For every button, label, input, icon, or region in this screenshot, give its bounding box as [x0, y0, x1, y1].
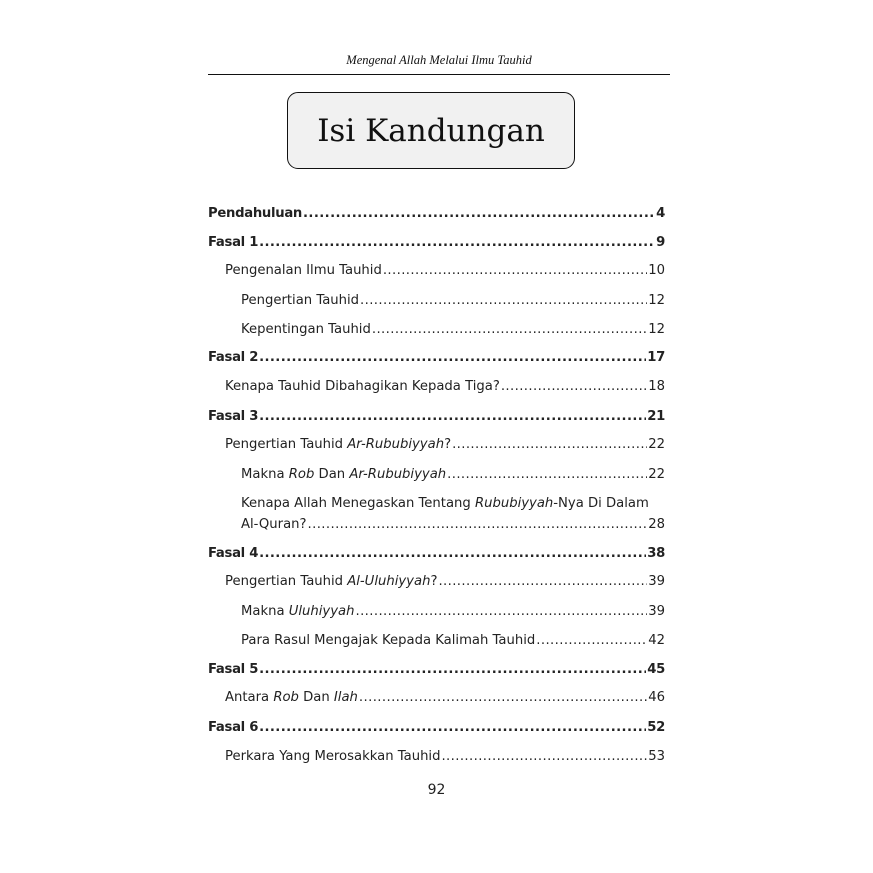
toc-entry-fasal-5: [208, 661, 665, 679]
label-text: Pengertian Tauhid: [225, 437, 348, 452]
dot-leader: [501, 378, 647, 396]
dot-leader: [452, 436, 647, 454]
running-header: Mengenal Allah Melalui Ilmu Tauhid: [346, 53, 532, 67]
label-text: Kenapa Allah Menegaskan Tentang: [241, 496, 475, 511]
toc-page-number: 45: [647, 662, 665, 677]
toc-page-number: 12: [648, 293, 665, 308]
toc-page-number: 42: [648, 633, 665, 648]
toc-label: [241, 466, 446, 484]
toc-entry-perkara: [225, 748, 665, 766]
toc-page-number: 10: [648, 263, 665, 278]
label-text: Antara: [225, 690, 274, 705]
label-italic: Rob: [288, 467, 315, 482]
toc-label: [241, 603, 354, 621]
label-text: Pengertian Tauhid: [225, 574, 348, 589]
dot-leader: [360, 292, 647, 310]
label-italic: Uluhiyyah: [288, 604, 355, 619]
dot-leader: [359, 689, 647, 707]
dot-leader: [259, 234, 655, 252]
page-number: 92: [427, 782, 446, 798]
toc-entry-kepentingan-tauhid: [241, 321, 665, 339]
toc-entry-pengertian-rububiyyah: [225, 436, 665, 454]
toc-page-number: 21: [647, 409, 665, 424]
dot-leader: [447, 466, 647, 484]
toc-entry-fasal-2: [208, 349, 665, 367]
label-italic: Ar-Rububiyyah: [349, 467, 447, 482]
toc-entry-fasal-3: [208, 408, 665, 426]
label-italic: Ar-Rububiyyah: [347, 437, 445, 452]
toc-page-number: 9: [656, 235, 665, 250]
toc-page-number: 52: [647, 720, 665, 735]
toc-entry-fasal-1: [208, 234, 665, 252]
dot-leader: [259, 349, 646, 367]
toc-page-number: 12: [648, 322, 665, 337]
toc-entry-makna-uluhiyyah: [241, 603, 665, 621]
label-text: Makna: [241, 604, 289, 619]
toc-label: [225, 573, 437, 591]
toc-page-number: 39: [648, 574, 665, 589]
toc-label: Al-Quran?: [241, 517, 307, 532]
label-text: Dan: [298, 690, 334, 705]
label-text: Dan: [314, 467, 350, 482]
label-text: -Nya Di Dalam: [553, 496, 649, 511]
toc-page-number: 17: [647, 350, 665, 365]
label-text: Makna: [241, 467, 289, 482]
dot-leader: [308, 516, 648, 534]
toc-page-number: 4: [656, 206, 665, 221]
toc-page-number: 28: [648, 517, 665, 532]
label-italic: Al-Uluhiyyah: [347, 574, 431, 589]
label-italic: Rububiyyah: [474, 496, 554, 511]
dot-leader: [536, 632, 647, 650]
toc-page-number: 18: [648, 379, 665, 394]
dot-leader: [372, 321, 647, 339]
toc-entry-para-rasul: [241, 632, 665, 650]
toc-label: Fasal 2: [208, 350, 259, 365]
dot-leader: [441, 748, 647, 766]
toc-label: Kepentingan Tauhid: [241, 322, 371, 337]
dot-leader: [355, 603, 647, 621]
dot-leader: [438, 573, 647, 591]
toc-label: Fasal 3: [208, 409, 259, 424]
toc-entry-pengertian-uluhiyyah: [225, 573, 665, 591]
dot-leader: [259, 661, 646, 679]
page-title: Isi Kandungan: [317, 112, 545, 149]
toc-entry-antara-rob-ilah: [225, 689, 665, 707]
toc-label: Fasal 6: [208, 720, 259, 735]
toc-label: Fasal 4: [208, 546, 259, 561]
toc-label: Para Rasul Mengajak Kepada Kalimah Tauhid: [241, 633, 536, 648]
toc-entry-makna-rob: [241, 466, 665, 484]
toc-page-number: 39: [648, 604, 665, 619]
toc-page-number: 53: [648, 749, 665, 764]
toc-entry-kenapa-allah: [241, 516, 665, 534]
toc-entry-pengertian-tauhid: [241, 292, 665, 310]
label-text: ?: [430, 574, 438, 589]
toc-page-number: 38: [647, 546, 665, 561]
dot-leader: [383, 262, 647, 280]
label-italic: Rob: [273, 690, 299, 705]
toc-label: Fasal 1: [208, 235, 259, 250]
dot-leader: [259, 408, 646, 426]
toc-entry-kenapa-tauhid-tiga: [225, 378, 665, 396]
toc-label: [225, 436, 451, 454]
toc-label: Kenapa Tauhid Dibahagikan Kepada Tiga?: [225, 379, 500, 394]
label-text: ?: [444, 437, 452, 452]
dot-leader: [259, 719, 646, 737]
toc-entry-pengenalan-ilmu-tauhid: [225, 262, 665, 280]
toc-label: [225, 689, 358, 707]
toc-label: Perkara Yang Merosakkan Tauhid: [225, 749, 441, 764]
toc-label: Pengertian Tauhid: [241, 293, 360, 308]
toc-label: Pengenalan Ilmu Tauhid: [225, 263, 382, 278]
toc-label: Fasal 5: [208, 662, 259, 677]
dot-leader: [303, 205, 655, 223]
toc-page-number: 46: [648, 690, 665, 705]
toc-entry-kenapa-allah-line1: [241, 495, 665, 513]
toc-label: Pendahuluan: [208, 206, 303, 221]
label-italic: Ilah: [333, 690, 358, 705]
toc-entry-pendahuluan: [208, 205, 665, 223]
toc-page-number: 22: [648, 437, 665, 452]
toc-entry-fasal-6: [208, 719, 665, 737]
toc-page-number: 22: [648, 467, 665, 482]
toc-entry-fasal-4: [208, 545, 665, 563]
dot-leader: [259, 545, 646, 563]
